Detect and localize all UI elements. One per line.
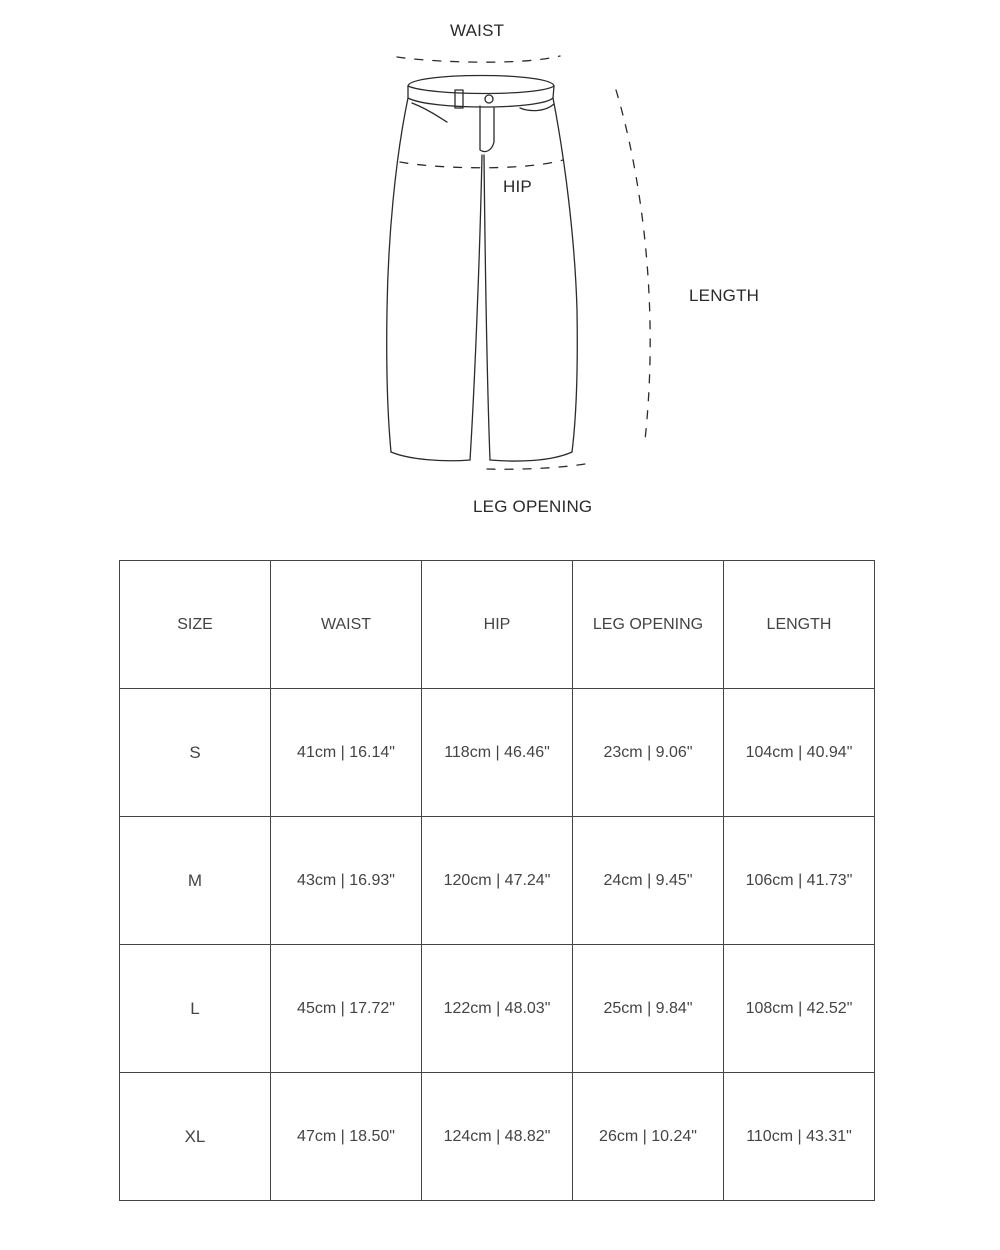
right-outseam <box>553 98 577 452</box>
header-length: LENGTH <box>724 561 875 689</box>
left-outseam <box>387 98 408 452</box>
waistband-band <box>408 86 554 107</box>
leg-opening-cell: 25cm | 9.84" <box>573 945 724 1073</box>
hip-label: HIP <box>503 177 532 196</box>
header-leg-opening: LEG OPENING <box>573 561 724 689</box>
header-waist: WAIST <box>271 561 422 689</box>
leg-opening-cell: 26cm | 10.24" <box>573 1073 724 1201</box>
length-cell: 104cm | 40.94" <box>724 689 875 817</box>
header-size: SIZE <box>120 561 271 689</box>
table-header-row <box>120 561 875 689</box>
length-cell: 110cm | 43.31" <box>724 1073 875 1201</box>
left-hem <box>391 452 470 461</box>
waistband-bottom <box>408 86 554 94</box>
hip-cell: 122cm | 48.03" <box>422 945 573 1073</box>
right-inseam <box>484 155 490 460</box>
pants-diagram <box>0 0 1000 540</box>
leg-opening-cell: 24cm | 9.45" <box>573 817 724 945</box>
button <box>485 95 493 103</box>
length-cell: 106cm | 41.73" <box>724 817 875 945</box>
leg-opening-label: LEG OPENING <box>473 497 593 516</box>
header-hip: HIP <box>422 561 573 689</box>
length-label: LENGTH <box>689 286 760 305</box>
waist-cell: 43cm | 16.93" <box>271 817 422 945</box>
size-cell: XL <box>120 1073 271 1201</box>
waist-cell: 47cm | 18.50" <box>271 1073 422 1201</box>
waistband-top <box>408 76 554 87</box>
table-row-xl <box>120 1073 875 1201</box>
hip-cell: 124cm | 48.82" <box>422 1073 573 1201</box>
waist-cell: 45cm | 17.72" <box>271 945 422 1073</box>
hip-cell: 120cm | 47.24" <box>422 817 573 945</box>
left-pocket <box>412 103 447 122</box>
size-cell: M <box>120 817 271 945</box>
size-cell: L <box>120 945 271 1073</box>
table-row-s <box>120 689 875 817</box>
leg-opening-cell: 23cm | 9.06" <box>573 689 724 817</box>
table-row-m <box>120 817 875 945</box>
size-cell: S <box>120 689 271 817</box>
waist-cell: 41cm | 16.14" <box>271 689 422 817</box>
length-cell: 108cm | 42.52" <box>724 945 875 1073</box>
table-row-l <box>120 945 875 1073</box>
fly <box>480 106 494 152</box>
size-chart-table <box>119 560 875 1201</box>
length-measure-line <box>616 90 650 440</box>
waist-measure-line <box>397 56 560 62</box>
pants-illustration <box>0 0 1000 540</box>
waist-label: WAIST <box>450 21 505 40</box>
right-hem <box>490 452 572 461</box>
left-inseam <box>470 155 482 460</box>
hip-cell: 118cm | 46.46" <box>422 689 573 817</box>
leg-opening-measure-line <box>487 464 585 469</box>
